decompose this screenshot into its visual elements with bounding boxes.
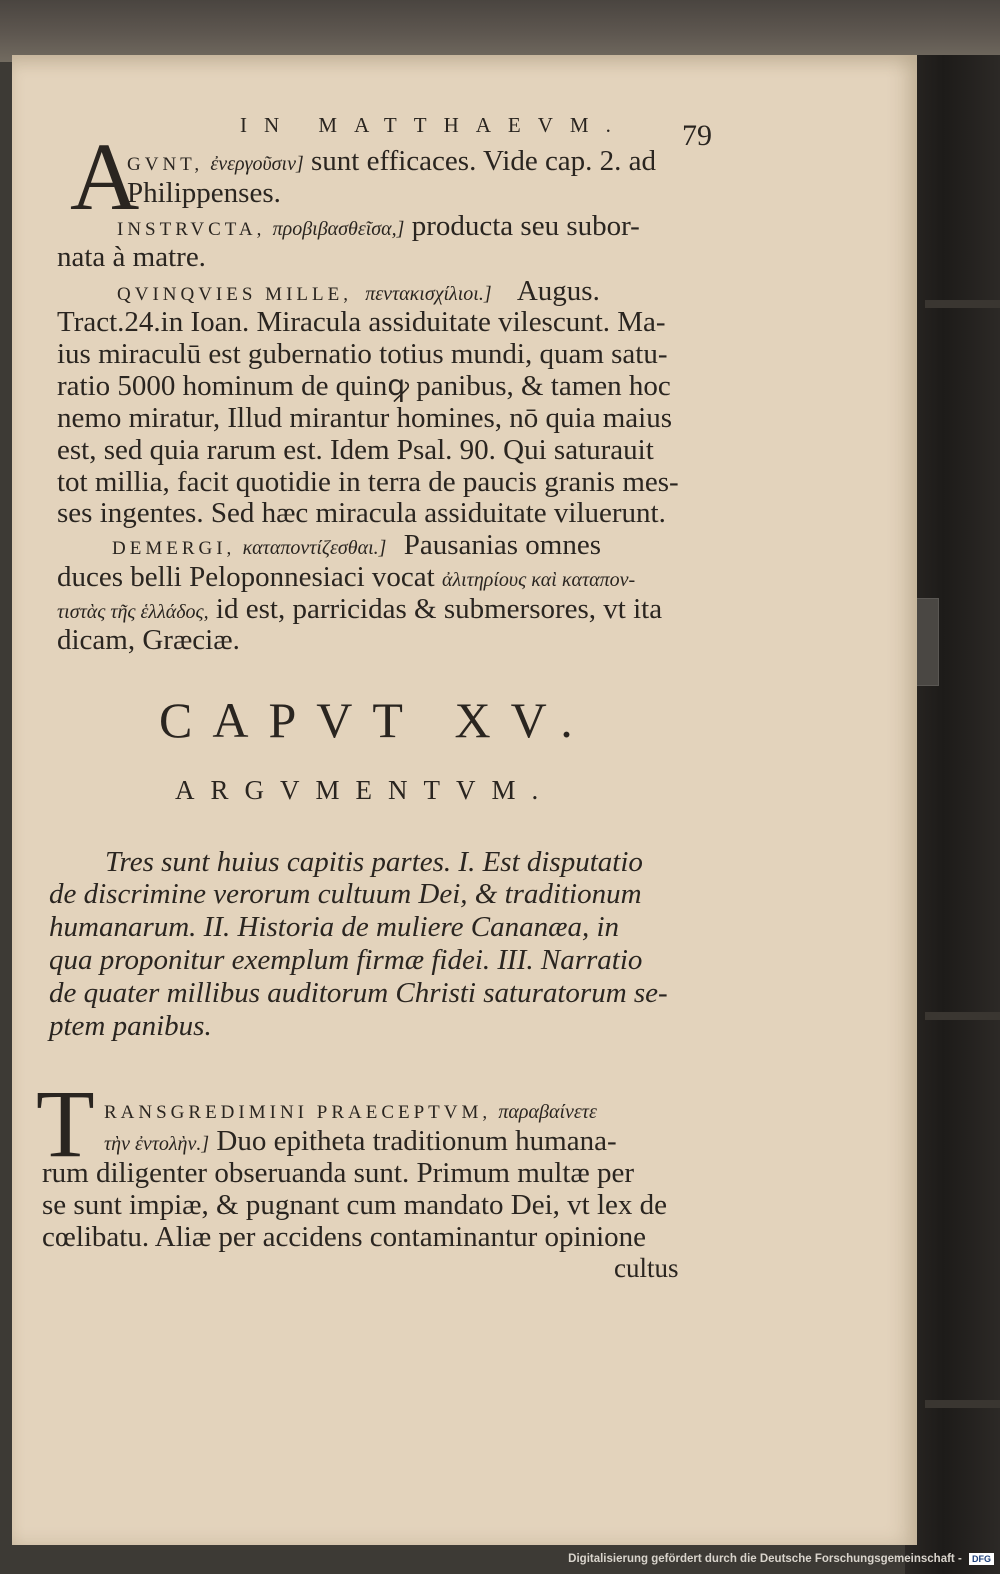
text-line: [112, 531, 601, 560]
text-line: [104, 1095, 597, 1124]
dfg-logo: DFG: [969, 1553, 994, 1565]
text-line: [117, 277, 600, 306]
text-line: nemo miratur, Illud mirantur homines, nō quia maius: [57, 402, 672, 434]
argument-line: de quater millibus auditorum Christi saturatorum se-: [49, 977, 668, 1009]
argument-line: de discrimine verorum cultuum Dei, & traditionum: [49, 878, 642, 910]
gloss: Augus.: [516, 275, 600, 307]
text-line: tot millia, facit quotidie in terra de paucis granis mes-: [57, 466, 679, 498]
text-line: τὴν ἐντολὴν.] Duo epitheta traditionum humana-: [104, 1125, 617, 1157]
text-line: ius miraculū est gubernatio totius mundi, quam satu-: [57, 338, 668, 370]
drop-cap: T: [36, 1070, 95, 1177]
footer-text: Digitalisierung gefördert durch die Deutsche Forschungsgemeinschaft -: [568, 1553, 962, 1566]
text-line: Philippenses.: [127, 177, 281, 209]
argument-line: humanarum. II. Historia de muliere Cananæa, in: [49, 911, 620, 943]
page-number: 79: [682, 119, 712, 152]
text-line: ses ingentes. Sed hæc miracula assiduitate viluerunt.: [57, 497, 666, 529]
argument-line: qua proponitur exemplum firmæ fidei. III. Narratio: [49, 944, 643, 976]
book-top-edge: [0, 0, 1000, 62]
greek-term: ἐνεργοῦσιν]: [210, 153, 304, 175]
argument-heading: ARGVMENTVM.: [175, 775, 555, 805]
greek-term: ἀλιτηρίους καὶ καταπον-: [441, 569, 636, 591]
lemma: DEMERGI,: [112, 538, 236, 559]
text-line: se sunt impiæ, & pugnant cum mandato Dei, vt lex de: [42, 1189, 668, 1221]
text-line: ratio 5000 hominum de quinꝙ panibus, & tamen hoc: [57, 370, 671, 402]
gloss: Pausanias omnes: [403, 529, 602, 561]
argument-line: Tres sunt huius capitis partes. I. Est disputatio: [105, 846, 643, 878]
text-line: [117, 212, 640, 241]
running-title: IN MATTHAEVM.: [240, 113, 628, 137]
drop-cap: A: [70, 123, 140, 230]
argument-line: ptem panibus.: [49, 1010, 212, 1042]
spine-band: [925, 1012, 1000, 1020]
text-line: cœlibatu. Aliæ per accidens contaminantur opinione: [42, 1221, 647, 1253]
spine-band: [925, 300, 1000, 308]
greek-term: παραβαίνετε: [498, 1101, 597, 1123]
catchword: cultus: [614, 1253, 679, 1283]
greek-term: πεντακισχίλιοι.]: [365, 283, 492, 305]
chapter-title: CAPVT XV.: [159, 692, 593, 748]
book-page: [12, 55, 917, 1545]
lemma: GVNT,: [127, 154, 204, 175]
greek-term: καταποντίζεσθαι.]: [242, 537, 387, 559]
text-line: [127, 147, 656, 176]
greek-term: τιστὰς τῆς ἑλλάδος,: [57, 601, 209, 623]
text-line: nata à matre.: [57, 241, 206, 273]
text-line: duces belli Peloponnesiaci vocat ἀλιτηρίους καὶ καταπον-: [57, 561, 636, 593]
gloss: sunt efficaces. Vide cap. 2. ad: [311, 145, 657, 177]
greek-term: τὴν ἐντολὴν.]: [104, 1133, 210, 1155]
greek-term: προβιβασθεῖσα,]: [272, 218, 405, 240]
text-line: τιστὰς τῆς ἑλλάδος, id est, parricidas & submersores, vt ita: [57, 593, 663, 625]
text-line: rum diligenter obseruanda sunt. Primum multæ per: [42, 1157, 634, 1189]
gloss: producta seu subor-: [411, 210, 640, 242]
spine-band: [925, 1400, 1000, 1408]
text-line: dicam, Græciæ.: [57, 624, 240, 656]
lemma: RANSGREDIMINI PRAECEPTVM,: [104, 1102, 492, 1123]
footer-credit: [568, 1553, 994, 1571]
text-line: Tract.24.in Ioan. Miracula assiduitate vilescunt. Ma-: [57, 306, 666, 338]
text-line: est, sed quia rarum est. Idem Psal. 90. Qui saturauit: [57, 434, 654, 466]
lemma: INSTRVCTA,: [117, 219, 266, 240]
lemma: QVINQVIES MILLE,: [117, 284, 352, 305]
book-spine: [905, 55, 1000, 1574]
